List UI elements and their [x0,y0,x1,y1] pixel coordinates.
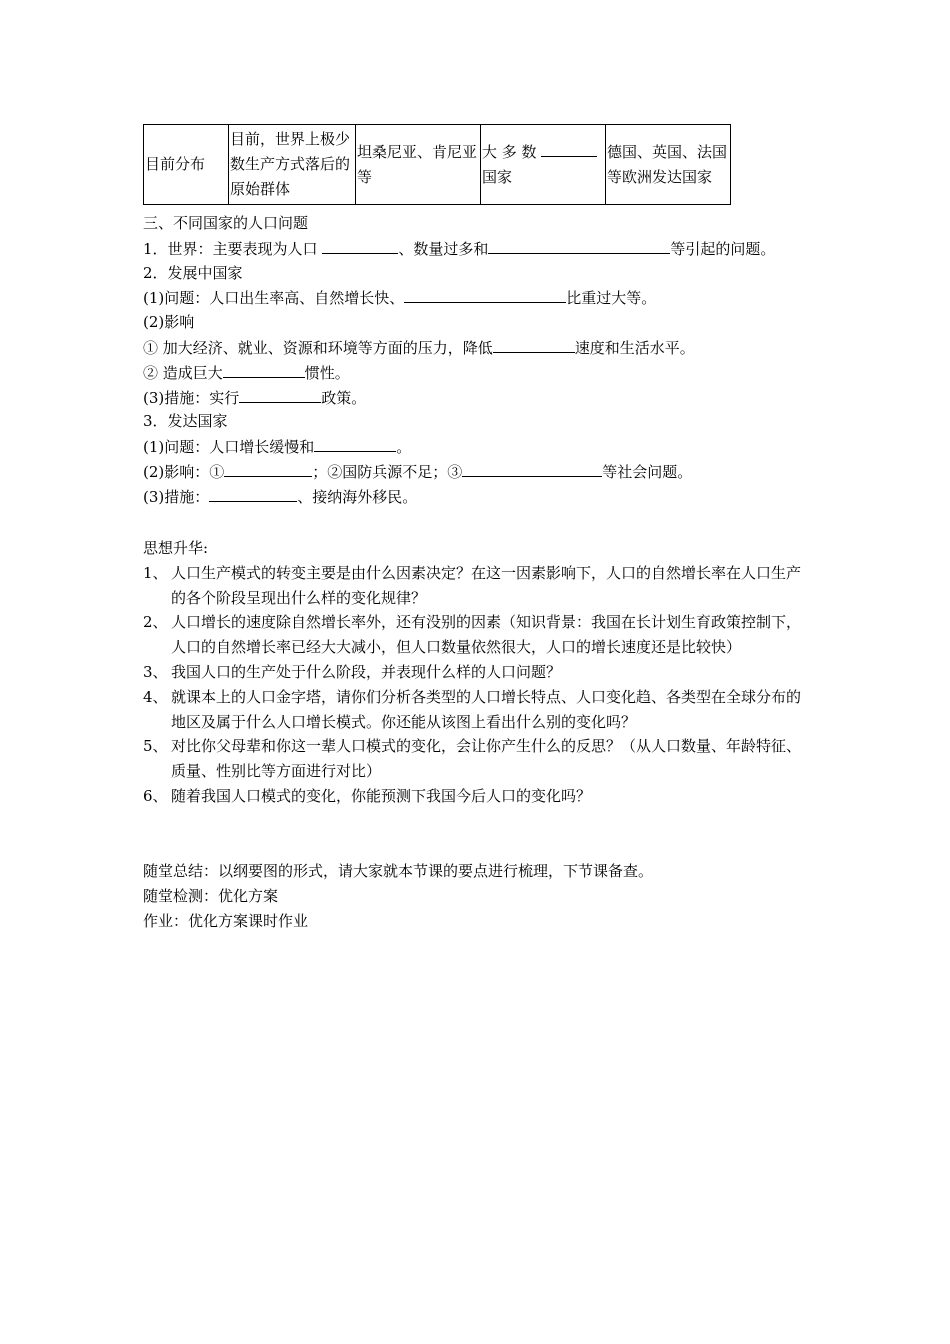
developing-title: 2．发展中国家 [143,263,243,282]
world-line: 1．世界：主要表现为人口 、数量过多和 等引起的问题。 [143,236,843,261]
list-item: 6、 随着我国人口模式的变化，你能预测下我国今后人口的变化吗？ [143,786,592,805]
list-item: 3、 我国人口的生产处于什么阶段，并表现什么样的人口问题？ [143,662,562,681]
developing-impact: (2)影响 [143,313,195,332]
section-title: 三、不同国家的人口问题 [143,214,309,232]
fill-blank [493,335,575,353]
cell-primitive: 目前，世界上极少数生产方式落后的原始群体 [229,125,356,205]
developed-title: 3．发达国家 [143,412,228,431]
section-population-problems [143,211,843,509]
fill-blank [209,484,297,502]
developing-measure: (3)措施：实行 政策。 [143,385,843,410]
list-item: 5、 对比你父母辈和你这一辈人口模式的变化，会让你产生什么的反思？（从人口数量、年龄特征、质量、性别比等方面进行对比） [143,737,802,781]
test-line: 随堂检测：优化方案 [143,886,279,905]
fill-blank [224,459,312,477]
table-row [144,125,731,205]
list-item: 4、 就课本上的人口金字塔，请你们分析各类型的人口增长特点、人口变化趋、各类型在全球分布的地区及属于什么人口增长模式。你还能从该图上看出什么别的变化吗？ [143,687,802,731]
developing-problem: (1)问题：人口出生率高、自然增长快、 比重过大等。 [143,285,843,310]
fill-blank [462,459,602,477]
cell-tanzania-kenya: 坦桑尼亚、肯尼亚等 [356,125,481,205]
thinking-section [143,536,843,809]
cell-most-countries: 大 多 数 国家 [481,125,606,205]
fill-blank [223,360,305,378]
fill-blank [314,434,396,452]
cell-developed-countries: 德国、英国、法国等欧洲发达国家 [606,125,731,205]
list-item: 2、 人口增长的速度除自然增长率外，还有没别的因素（知识背景：我国在长计划生育政策控制下，人口的自然增长率已经大大减小，但人口数量依然很大，人口的增长速度还是比较快） [143,613,802,657]
fill-blank [322,236,398,254]
footer-section [143,859,843,933]
fill-blank [541,139,597,157]
developed-problem: (1)问题：人口增长缓慢和 。 [143,434,843,459]
developing-impact-2: ② 造成巨大 惯性。 [143,360,843,385]
developed-measure: (3)措施： 、接纳海外移民。 [143,484,843,509]
fill-blank [488,236,670,254]
summary-line: 随堂总结：以纲要图的形式，请大家就本节课的要点进行梳理，下节课备查。 [143,862,654,880]
fill-blank [239,385,321,403]
thinking-title: 思想升华: [143,539,209,557]
developing-impact-1: ① 加大经济、就业、资源和环境等方面的压力，降低 速度和生活水平。 [143,335,843,360]
row-label: 目前分布 [144,125,229,205]
distribution-table [143,124,731,205]
fill-blank [404,285,566,303]
developed-impact: (2)影响：① ；②国防兵源不足；③ 等社会问题。 [143,459,843,484]
homework-line: 作业：优化方案课时作业 [143,911,309,930]
list-item: 1、 人口生产模式的转变主要是由什么因素决定？在这一因素影响下，人口的自然增长率在人口生产的各个阶段呈现出什么样的变化规律？ [143,563,802,607]
